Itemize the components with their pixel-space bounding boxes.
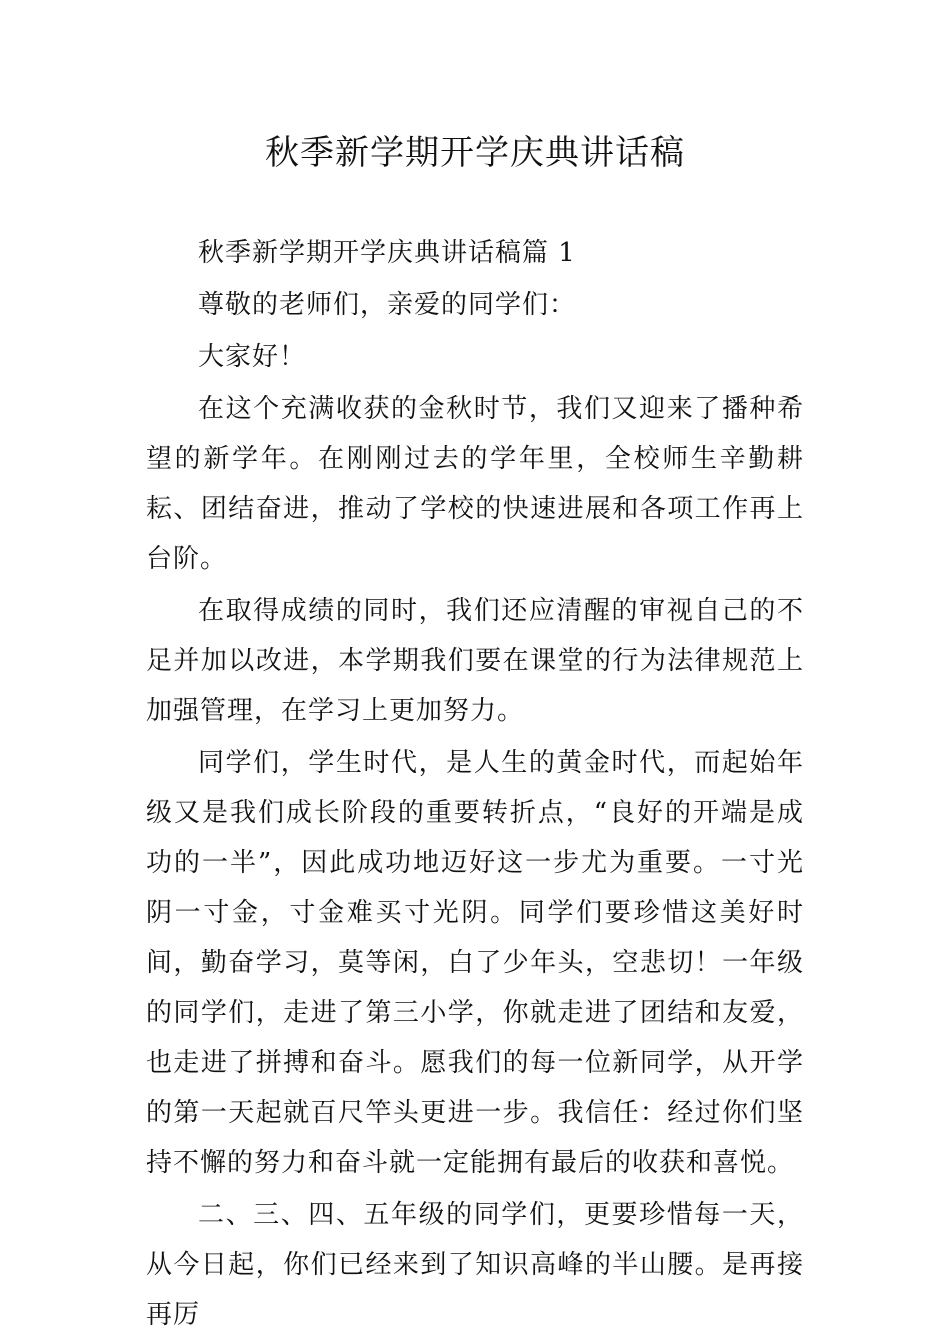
paragraph-salutation: 尊敬的老师们，亲爱的同学们：: [198, 290, 577, 320]
document-body: [146, 228, 804, 1340]
paragraph-body: 在取得成绩的同时，我们还应清醒的审视自己的不足并加以改进，本学期我们要在课堂的行为法律规范上加强管理，在学习上更加努力。: [146, 596, 804, 726]
paragraph-subtitle: 秋季新学期开学庆典讲话稿篇 1: [198, 238, 576, 268]
paragraph-body: 同学们，学生时代，是人生的黄金时代，而起始年级又是我们成长阶段的重要转折点，“良好的开端是成功的一半”，因此成功地迈好这一步尤为重要。一寸光阴一寸金，寸金难买寸光阴。同学们要珍惜这美好时间，勤奋学习，莫等闲，白了少年头，空悲切！一年级的同学们，走进了第三小学，你就走进了团结和友爱，也走进了拼搏和奋斗。愿我们的每一位新同学，从开学的第一天起就百尺竿头更进一步。我信任：经过你们坚持不懈的努力和奋斗就一定能拥有最后的收获和喜悦。: [146, 748, 804, 1178]
paragraph-greeting: 大家好！: [198, 342, 307, 372]
document-title: 秋季新学期开学庆典讲话稿: [265, 133, 685, 173]
paragraph-body: 二、三、四、五年级的同学们，更要珍惜每一天，从今日起，你们已经来到了知识高峰的半山腰。是再接再厉: [146, 1200, 804, 1330]
paragraph-body: 在这个充满收获的金秋时节，我们又迎来了播种希望的新学年。在刚刚过去的学年里，全校师生辛勤耕耘、团结奋进，推动了学校的快速进展和各项工作再上台阶。: [146, 394, 804, 574]
